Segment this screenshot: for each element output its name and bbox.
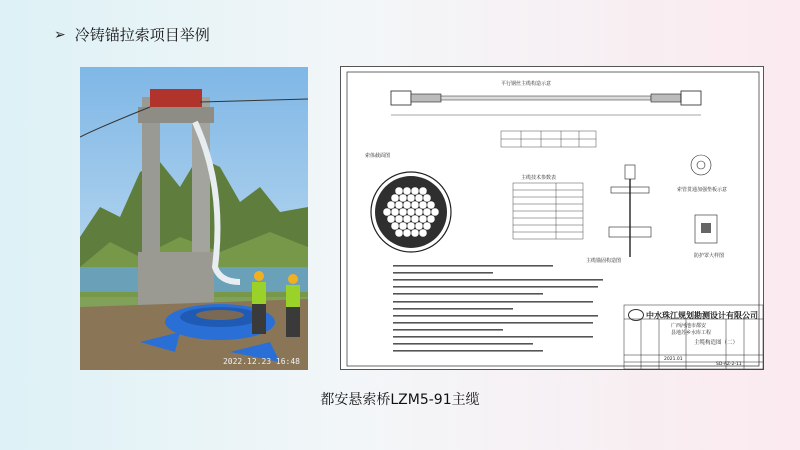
- company-name: 中水珠江规划勘测设计有限公司: [646, 311, 758, 320]
- project-line-2: 县地苏乡水库工程: [671, 330, 712, 336]
- shim-label: 索管贯通加强垫板示意: [677, 187, 728, 193]
- drawing-number: SD-AZ-2-11: [716, 362, 742, 367]
- photo-timestamp: 2022.12.23 16:48: [222, 357, 300, 366]
- table-title: 主缆技术参数表: [521, 175, 557, 181]
- construction-photo: [80, 67, 308, 370]
- guard-label: 防护罩大样图: [694, 253, 725, 259]
- engineering-drawing: [340, 66, 764, 370]
- drawing-top-label: 平行钢丝主缆构造示意: [501, 81, 552, 87]
- slide-header: [54, 24, 210, 45]
- slide-title: 冷铸锚拉索项目举例: [74, 26, 210, 44]
- title-block: [624, 305, 763, 369]
- drawing-name: 主缆构造图（二）: [694, 340, 739, 346]
- project-name: [671, 323, 715, 337]
- company-logo-icon: [628, 309, 644, 321]
- anchor-plan-label: 主缆锚固构造图: [586, 258, 622, 264]
- section-label: 索体截面图: [365, 153, 391, 159]
- drawing-date: 2021.01: [664, 357, 683, 362]
- project-line-1: 广西河池市都安: [671, 323, 707, 329]
- figure-caption: 都安悬索桥LZM5-91主缆: [320, 392, 480, 408]
- arrow-right-icon: ➢: [54, 26, 66, 43]
